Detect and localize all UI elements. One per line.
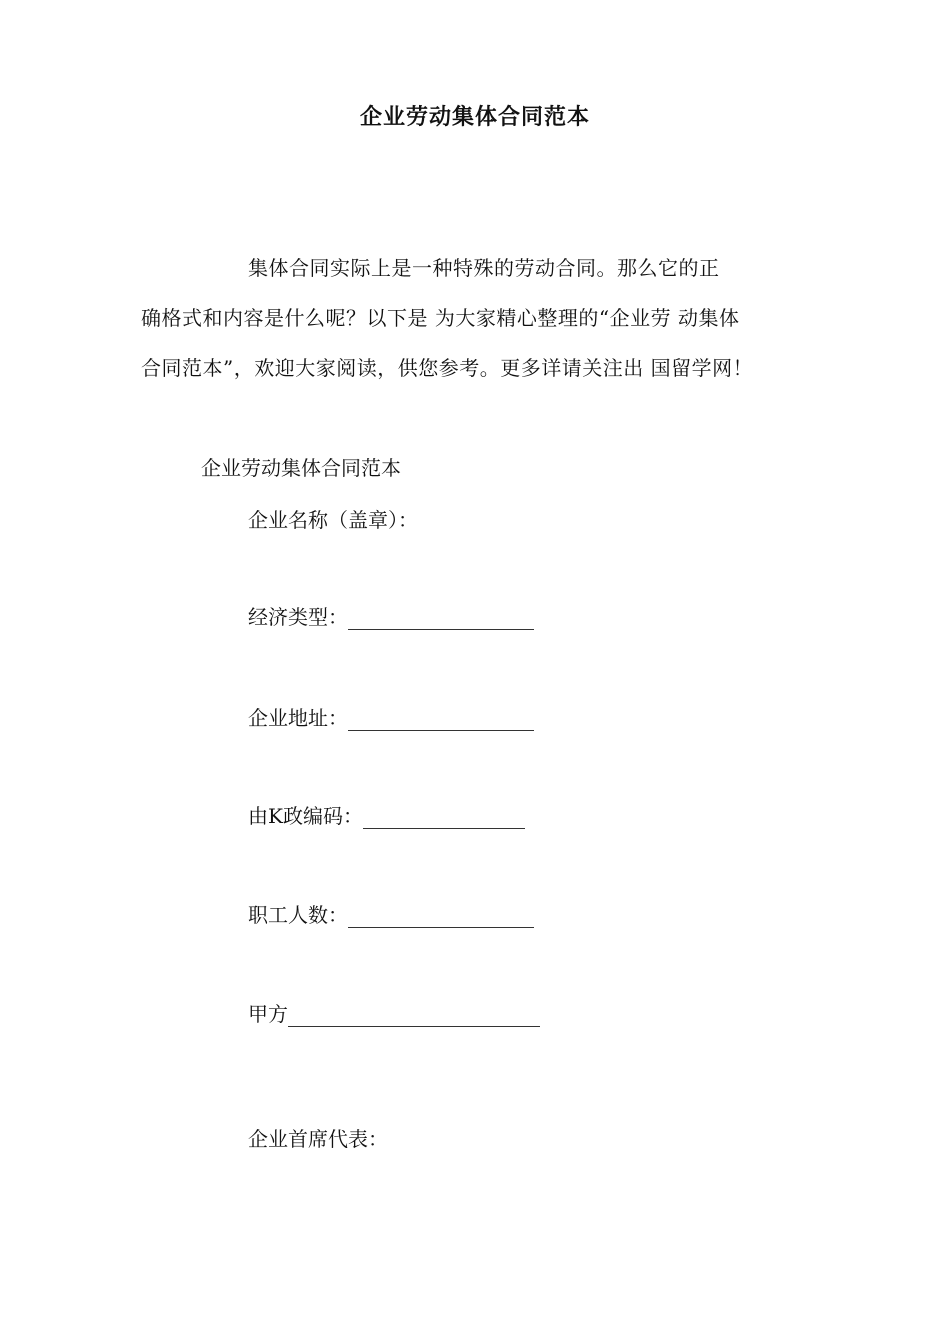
party-a-blank [288,1008,540,1027]
employee-count-blank [348,909,534,928]
document-title: 企业劳动集体合同范本 [359,105,590,130]
intro-line-3: 合同范本”，欢迎大家阅读，供您参考。更多详请关注出 国留学网！ [141,356,754,380]
party-a-field [248,998,540,1027]
postal-code-field [248,800,525,829]
company-address-field [248,702,534,731]
party-a-label: 甲方 [248,1002,288,1026]
section-heading: 企业劳动集体合同范本 [201,456,401,480]
intro-line-1: 集体合同实际上是一种特殊的劳动合同。那么它的正 [248,256,720,280]
employee-count-label: 职工人数： [248,903,348,927]
company-address-blank [348,712,534,731]
employee-count-field [248,899,534,928]
chief-representative-label: 企业首席代表： [248,1127,388,1151]
economic-type-label: 经济类型： [248,605,348,629]
company-name-label: 企业名称（盖章）： [248,508,418,532]
company-address-label: 企业地址： [248,706,348,730]
economic-type-field [248,601,534,630]
chief-representative-field [248,1123,388,1152]
postal-code-label: 由K政编码： [248,804,363,828]
postal-code-blank [363,810,525,829]
intro-line-2: 确格式和内容是什么呢？以下是 为大家精心整理的“企业劳 动集体 [141,306,740,330]
economic-type-blank [348,611,534,630]
company-name-field [248,504,418,533]
